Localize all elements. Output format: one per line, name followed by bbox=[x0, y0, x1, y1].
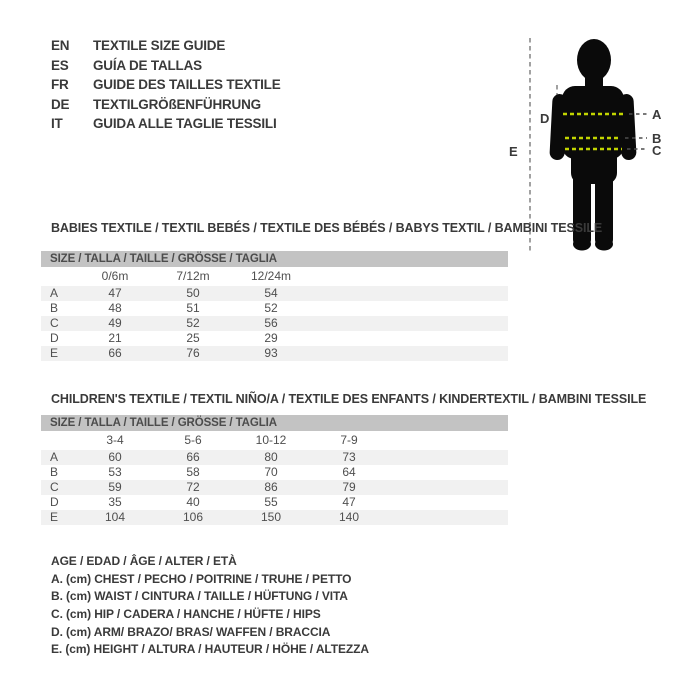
row-label: A bbox=[50, 450, 59, 464]
size-value: 40 bbox=[186, 495, 200, 509]
column-header-row bbox=[41, 267, 508, 286]
measure-label-B: B bbox=[652, 131, 662, 146]
language-label: TEXTILGRÖßENFÜHRUNG bbox=[93, 96, 261, 112]
size-value: 47 bbox=[342, 495, 356, 509]
table-row bbox=[41, 495, 508, 510]
size-value: 60 bbox=[108, 450, 122, 464]
size-value: 79 bbox=[342, 480, 356, 494]
size-value: 56 bbox=[264, 316, 278, 330]
babies-size-table bbox=[41, 251, 508, 361]
row-label: E bbox=[50, 346, 59, 360]
column-header: 7/12m bbox=[176, 269, 210, 283]
size-value: 66 bbox=[108, 346, 122, 360]
column-header: 3-4 bbox=[106, 433, 124, 447]
column-header: 5-6 bbox=[184, 433, 202, 447]
column-header: 7-9 bbox=[340, 433, 358, 447]
size-value: 53 bbox=[108, 465, 122, 479]
table-row bbox=[41, 510, 508, 525]
child-measurement-figure bbox=[495, 28, 665, 252]
size-value: 73 bbox=[342, 450, 356, 464]
language-label: GUIDA ALLE TAGLIE TESSILI bbox=[93, 116, 277, 132]
legend-line: E. (cm) HEIGHT / ALTURA / HAUTEUR / HÖHE / ALTEZZA bbox=[51, 642, 369, 657]
column-header: 12/24m bbox=[250, 269, 292, 283]
column-header: 10-12 bbox=[255, 433, 287, 447]
language-row bbox=[51, 56, 281, 76]
size-value: 93 bbox=[264, 346, 278, 360]
size-value: 58 bbox=[186, 465, 200, 479]
children-table-title: CHILDREN'S TEXTILE / TEXTIL NIÑO/A / TEXTILE DES ENFANTS / KINDERTEXTIL / BAMBINI TESSILE bbox=[51, 392, 647, 406]
table-row bbox=[41, 331, 508, 346]
language-code: IT bbox=[51, 116, 63, 132]
size-value: 51 bbox=[186, 301, 200, 315]
size-value: 35 bbox=[108, 495, 122, 509]
size-value: 29 bbox=[264, 331, 278, 345]
language-code: DE bbox=[51, 96, 70, 112]
legend-line: AGE / EDAD / ÂGE / ALTER / ETÀ bbox=[51, 554, 237, 568]
size-value: 49 bbox=[108, 316, 122, 330]
language-label: GUÍA DE TALLAS bbox=[93, 57, 202, 73]
size-value: 54 bbox=[264, 286, 278, 300]
child-silhouette-icon bbox=[549, 39, 636, 251]
language-code: EN bbox=[51, 38, 70, 53]
measure-label-A: A bbox=[652, 107, 662, 122]
row-label: C bbox=[50, 316, 59, 330]
row-label: B bbox=[50, 465, 59, 479]
size-value: 52 bbox=[264, 301, 278, 315]
language-code: FR bbox=[51, 77, 69, 93]
row-label: C bbox=[50, 480, 59, 494]
children-size-table bbox=[41, 415, 508, 525]
measure-label-E: E bbox=[509, 144, 518, 159]
table-row bbox=[41, 465, 508, 480]
table-row bbox=[41, 346, 508, 361]
language-title-list bbox=[51, 36, 281, 134]
size-value: 72 bbox=[186, 480, 200, 494]
measure-label-D: D bbox=[540, 111, 550, 126]
size-value: 70 bbox=[264, 465, 278, 479]
table-row bbox=[41, 286, 508, 301]
legend-line: A. (cm) CHEST / PECHO / POITRINE / TRUHE / PETTO bbox=[51, 571, 352, 586]
language-label: GUIDE DES TAILLES TEXTILE bbox=[93, 77, 281, 93]
legend-line: B. (cm) WAIST / CINTURA / TAILLE / HÜFTUNG / VITA bbox=[51, 589, 348, 604]
size-value: 86 bbox=[264, 480, 278, 494]
measurement-legend bbox=[51, 553, 369, 659]
size-value: 150 bbox=[260, 510, 282, 524]
size-value: 106 bbox=[182, 510, 204, 524]
legend-line: C. (cm) HIP / CADERA / HANCHE / HÜFTE / HIPS bbox=[51, 607, 321, 622]
size-value: 104 bbox=[104, 510, 126, 524]
row-label: D bbox=[50, 331, 59, 345]
legend-line: D. (cm) ARM/ BRAZO/ BRAS/ WAFFEN / BRACCIA bbox=[51, 624, 331, 639]
size-value: 47 bbox=[108, 286, 122, 300]
row-label: E bbox=[50, 510, 59, 524]
row-label: A bbox=[50, 286, 59, 300]
column-header-row bbox=[41, 431, 508, 450]
row-label: B bbox=[50, 301, 59, 315]
size-value: 25 bbox=[186, 331, 200, 345]
table-row bbox=[41, 480, 508, 495]
babies-table-title: BABIES TEXTILE / TEXTIL BEBÉS / TEXTILE DES BÉBÉS / BABYS TEXTIL / BAMBINI TESSILE bbox=[51, 221, 603, 235]
row-label-spacer bbox=[41, 431, 76, 450]
size-value: 140 bbox=[338, 510, 360, 524]
size-value: 66 bbox=[186, 450, 200, 464]
row-label: D bbox=[50, 495, 59, 509]
size-header-bar: SIZE / TALLA / TAILLE / GRÖSSE / TAGLIA bbox=[41, 251, 508, 267]
size-header-bar: SIZE / TALLA / TAILLE / GRÖSSE / TAGLIA bbox=[41, 415, 508, 431]
size-value: 80 bbox=[264, 450, 278, 464]
size-value: 76 bbox=[186, 346, 200, 360]
size-value: 50 bbox=[186, 286, 200, 300]
size-value: 59 bbox=[108, 480, 122, 494]
language-row bbox=[51, 114, 281, 134]
language-code: ES bbox=[51, 57, 69, 73]
language-row bbox=[51, 95, 281, 115]
size-value: 55 bbox=[264, 495, 278, 509]
measure-label-C: C bbox=[652, 143, 662, 158]
language-row bbox=[51, 36, 281, 56]
column-header: 0/6m bbox=[101, 269, 129, 283]
language-row bbox=[51, 75, 281, 95]
row-label-spacer bbox=[41, 267, 76, 286]
table-row bbox=[41, 450, 508, 465]
table-row bbox=[41, 316, 508, 331]
size-value: 48 bbox=[108, 301, 122, 315]
size-value: 64 bbox=[342, 465, 356, 479]
table-row bbox=[41, 301, 508, 316]
language-label: TEXTILE SIZE GUIDE bbox=[93, 38, 226, 53]
size-value: 21 bbox=[108, 331, 122, 345]
size-value: 52 bbox=[186, 316, 200, 330]
